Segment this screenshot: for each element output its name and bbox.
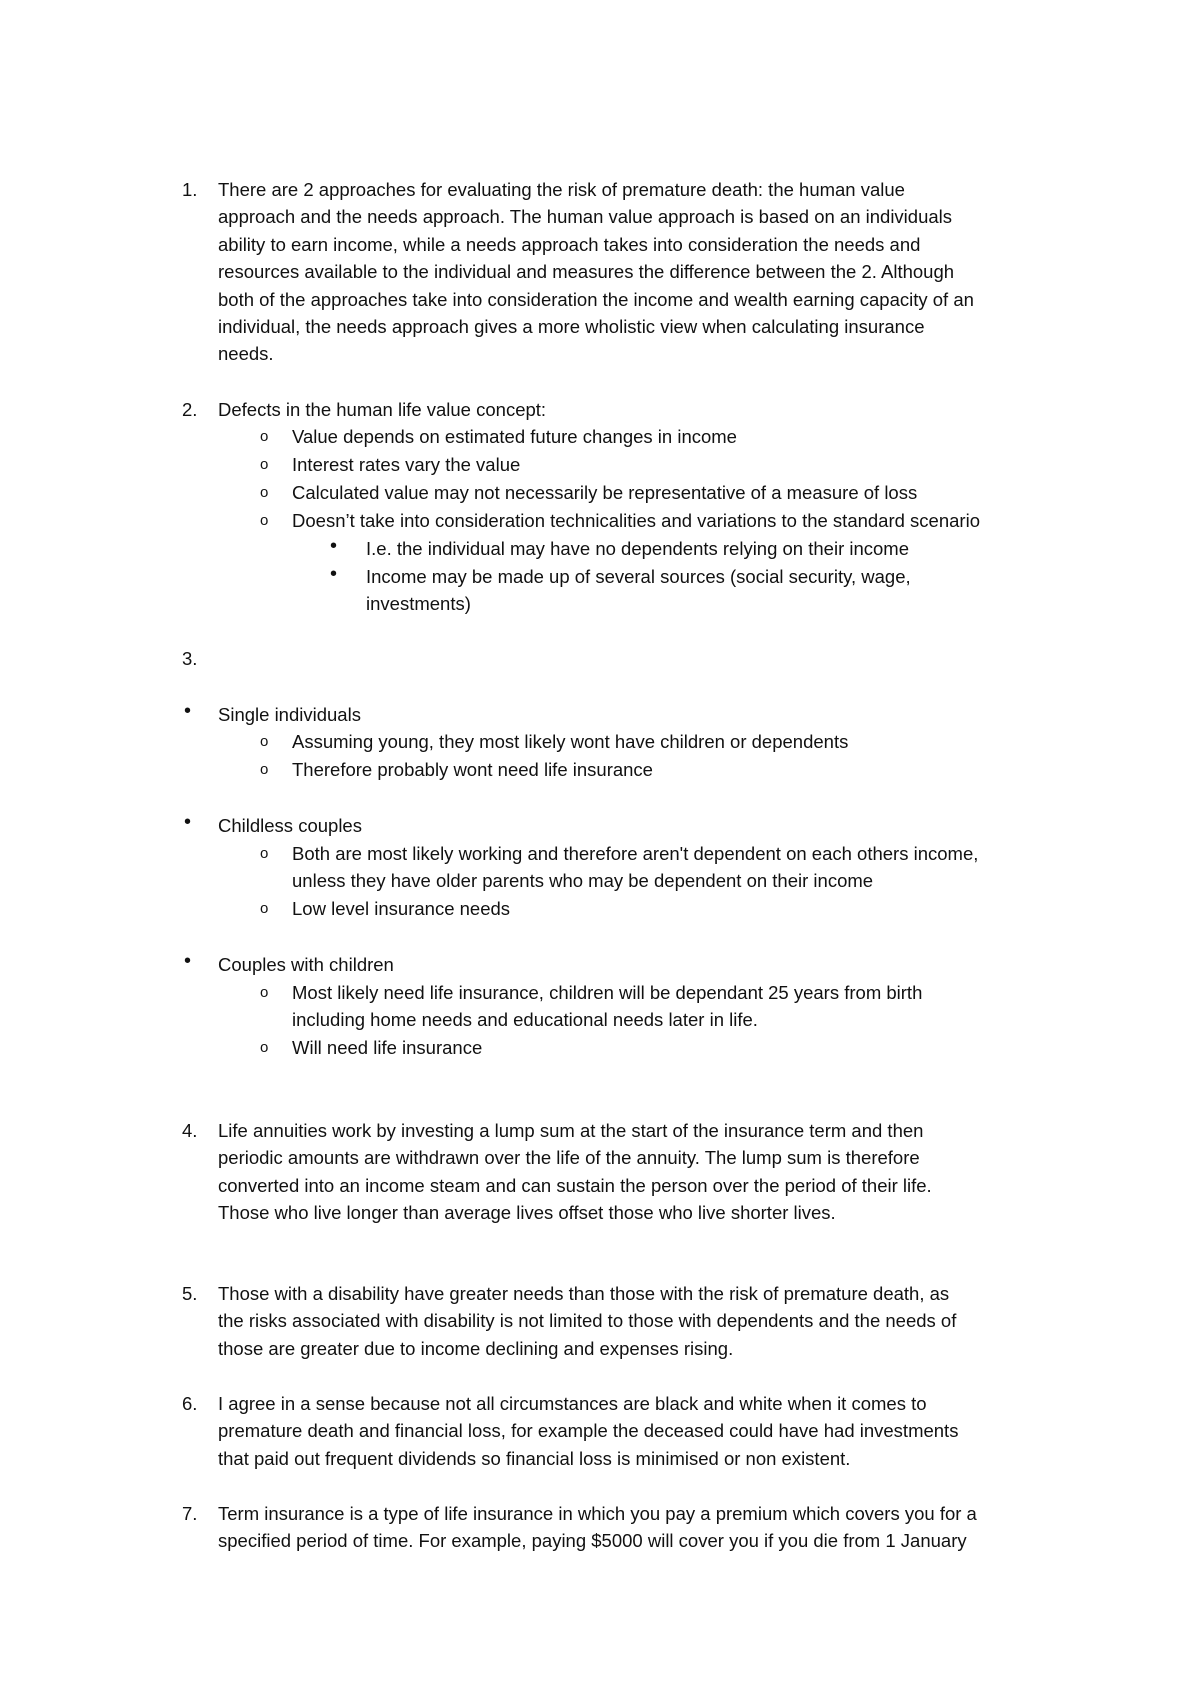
text-line: Those with a disability have greater needs than those with the risk of premature death, as bbox=[218, 1283, 950, 1304]
sub-sub-item: investments) bbox=[366, 593, 471, 614]
sub-item: Doesn’t take into consideration technicalities and variations to the standard scenario bbox=[292, 510, 980, 531]
item-number: 1. bbox=[182, 179, 198, 200]
paragraph-5 bbox=[218, 1280, 1078, 1362]
hollow-bullet-icon: o bbox=[260, 456, 269, 473]
hollow-bullet-icon: o bbox=[260, 733, 269, 750]
sub-item: Calculated value may not necessarily be representative of a measure of loss bbox=[292, 482, 918, 503]
hollow-bullet-icon: o bbox=[260, 484, 269, 501]
text-line: individual, the needs approach gives a more wholistic view when calculating insurance bbox=[218, 316, 925, 338]
paragraph-1 bbox=[218, 176, 1078, 368]
hollow-bullet-icon: o bbox=[260, 761, 269, 778]
solid-bullet-icon: • bbox=[184, 950, 192, 972]
sub-item: Interest rates vary the value bbox=[292, 454, 521, 475]
text-line: Life annuities work by investing a lump sum at the start of the insurance term and then bbox=[218, 1120, 924, 1141]
text-line: needs. bbox=[218, 343, 274, 365]
sub-item: Low level insurance needs bbox=[292, 898, 511, 919]
item-number: 4. bbox=[182, 1120, 198, 1141]
sub-sub-item: Income may be made up of several sources (social security, wage, bbox=[366, 566, 911, 587]
hollow-bullet-icon: o bbox=[260, 845, 269, 862]
sub-item: Therefore probably wont need life insurance bbox=[292, 759, 653, 780]
group-title: Single individuals bbox=[218, 704, 361, 725]
text-line: Those who live longer than average lives offset those who live shorter lives. bbox=[218, 1202, 836, 1224]
sub-sub-item: I.e. the individual may have no dependents relying on their income bbox=[366, 538, 910, 559]
text-line: both of the approaches take into consideration the income and wealth earning capacity of an bbox=[218, 288, 974, 310]
sub-item: Assuming young, they most likely wont have children or dependents bbox=[292, 731, 849, 752]
text-line: specified period of time. For example, paying $5000 will cover you if you die from 1 January bbox=[218, 1530, 967, 1552]
text-line: Term insurance is a type of life insurance in which you pay a premium which covers you for a bbox=[218, 1503, 977, 1524]
item-number: 3. bbox=[182, 648, 198, 669]
item-2-heading: Defects in the human life value concept: bbox=[218, 399, 547, 420]
paragraph-7 bbox=[218, 1500, 1078, 1555]
text-line: ability to earn income, while a needs approach takes into consideration the needs and bbox=[218, 233, 921, 255]
hollow-bullet-icon: o bbox=[260, 984, 269, 1001]
solid-bullet-icon: • bbox=[330, 563, 338, 585]
paragraph-4 bbox=[218, 1117, 1078, 1227]
text-line: approach and the needs approach. The human value approach is based on an individuals bbox=[218, 206, 953, 228]
sub-item: Will need life insurance bbox=[292, 1037, 483, 1058]
text-line: premature death and financial loss, for example the deceased could have had investments bbox=[218, 1420, 959, 1442]
item-number: 2. bbox=[182, 399, 198, 420]
group-title: Couples with children bbox=[218, 954, 394, 975]
text-line: I agree in a sense because not all circumstances are black and white when it comes to bbox=[218, 1393, 927, 1414]
hollow-bullet-icon: o bbox=[260, 512, 269, 529]
item-number: 6. bbox=[182, 1393, 198, 1414]
sub-item: unless they have older parents who may be dependent on their income bbox=[292, 870, 874, 891]
item-number: 7. bbox=[182, 1503, 198, 1524]
sub-item: Both are most likely working and therefore aren't dependent on each others income, bbox=[292, 843, 979, 864]
text-line: the risks associated with disability is not limited to those with dependents and the needs of bbox=[218, 1310, 957, 1332]
hollow-bullet-icon: o bbox=[260, 428, 269, 445]
item-number: 5. bbox=[182, 1283, 198, 1304]
hollow-bullet-icon: o bbox=[260, 1039, 269, 1056]
sub-item: Value depends on estimated future changes in income bbox=[292, 426, 737, 447]
text-line: There are 2 approaches for evaluating the risk of premature death: the human value bbox=[218, 179, 905, 200]
sub-item: including home needs and educational needs later in life. bbox=[292, 1009, 758, 1030]
text-line: periodic amounts are withdrawn over the life of the annuity. The lump sum is therefore bbox=[218, 1147, 920, 1169]
sub-item: Most likely need life insurance, children will be dependant 25 years from birth bbox=[292, 982, 923, 1003]
text-line: resources available to the individual and measures the difference between the 2. Although bbox=[218, 261, 955, 283]
text-line: converted into an income steam and can sustain the person over the period of their life. bbox=[218, 1174, 932, 1196]
solid-bullet-icon: • bbox=[184, 811, 192, 833]
solid-bullet-icon: • bbox=[184, 700, 192, 722]
paragraph-6 bbox=[218, 1390, 1078, 1472]
text-line: that paid out frequent dividends so financial loss is minimised or non existent. bbox=[218, 1447, 851, 1469]
solid-bullet-icon: • bbox=[330, 535, 338, 557]
text-line: those are greater due to income declining and expenses rising. bbox=[218, 1337, 734, 1359]
hollow-bullet-icon: o bbox=[260, 900, 269, 917]
group-title: Childless couples bbox=[218, 815, 362, 836]
